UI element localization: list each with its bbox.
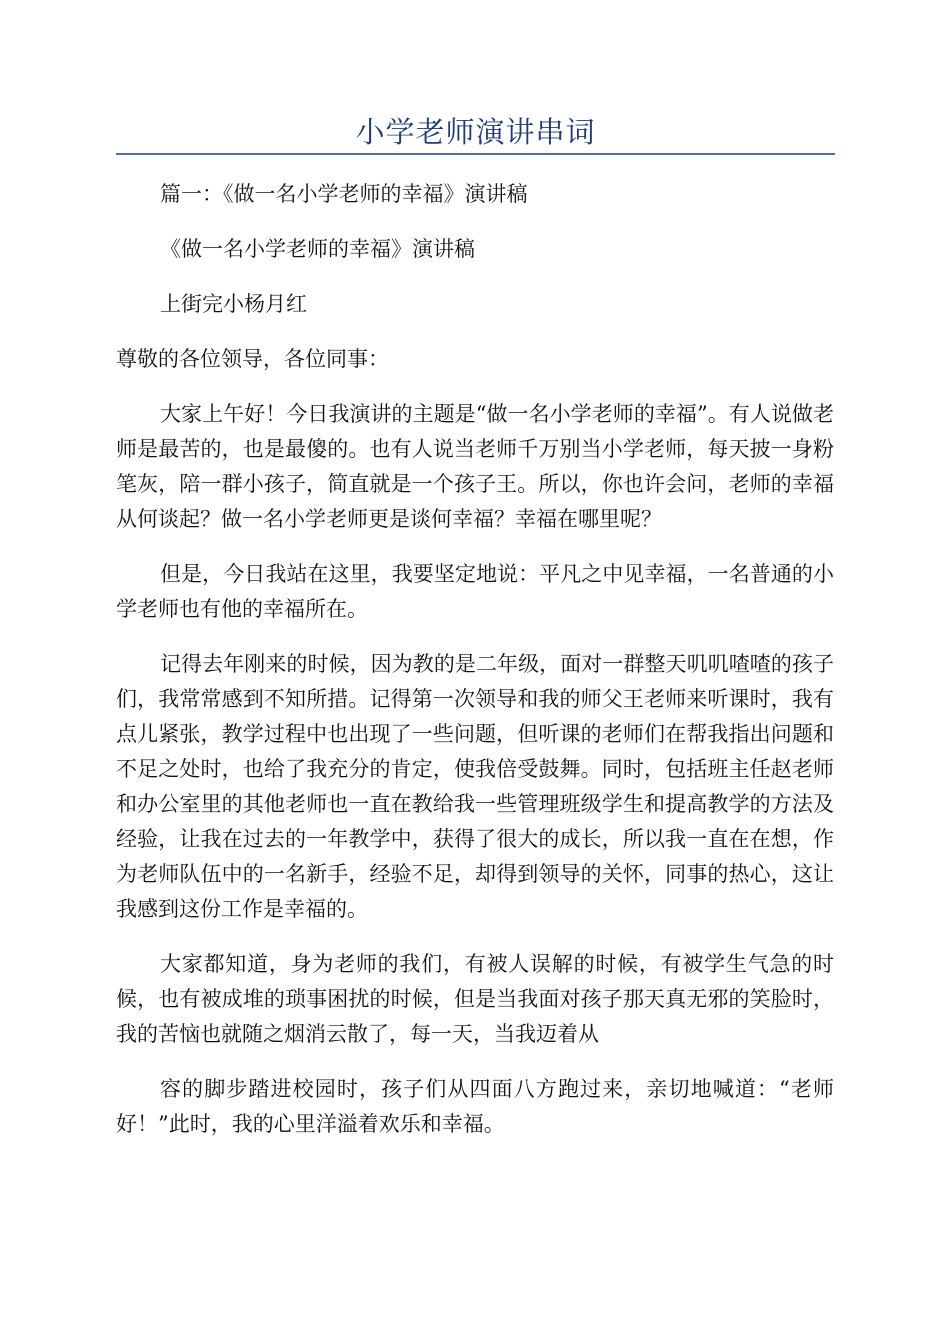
paragraph: 尊敬的各位领导，各位同事： [116, 347, 389, 371]
paragraph: 记得去年刚来的时候，因为教的是二年级，面对一群整天叽叽喳喳的孩子们，我常常感到不知所措。记得第一次领导和我的师父王老师来听课时，我有点儿紧张，教学过程中也出现了一些问题，但听课的老师们在帮我指出问题和不足之处时，也给了我充分的肯定，使我倍受鼓舞。同时，包括班主任赵老师和办公室里的其他老师也一直在教给我一些管理班级学生和提高教学的方法及经验，让我在过去的一年教学中，获得了很大的成长，所以我一直在在想，作为老师队伍中的一名新手，经验不足，却得到领导的关怀，同事的热心，这让我感到这份工作是幸福的。 [116, 652, 834, 921]
paragraph: 大家都知道，身为老师的我们，有被人误解的时候，有被学生气急的时候，也有被成堆的琐事困扰的时候，但是当我面对孩子那天真无邪的笑脸时，我的苦恼也就随之烟消云散了，每一天，当我迈着从 [116, 952, 834, 1046]
paragraph: 容的脚步踏进校园时，孩子们从四面八方跑过来，亲切地喊道：“老师好！”此时，我的心里洋溢着欢乐和幸福。 [116, 1077, 834, 1136]
paragraph: 大家上午好！今日我演讲的主题是“做一名小学老师的幸福”。有人说做老师是最苦的，也是最傻的。也有人说当老师千万别当小学老师，每天披一身粉笔灰，陪一群小孩子，简直就是一个孩子王。所以，你也许会问，老师的幸福从何谈起？做一名小学老师更是谈何幸福？幸福在哪里呢？ [116, 402, 834, 531]
document-body [116, 177, 834, 1162]
title-underline [116, 153, 835, 155]
paragraph: 上街完小杨月红 [160, 292, 307, 316]
paragraph: 但是，今日我站在这里，我要坚定地说：平凡之中见幸福，一名普通的小学老师也有他的幸福所在。 [116, 562, 834, 621]
document-title: 小学老师演讲串词 [355, 115, 596, 149]
paragraph: 《做一名小学老师的幸福》演讲稿 [160, 237, 475, 261]
paragraph: 篇一：《做一名小学老师的幸福》演讲稿 [160, 182, 528, 206]
